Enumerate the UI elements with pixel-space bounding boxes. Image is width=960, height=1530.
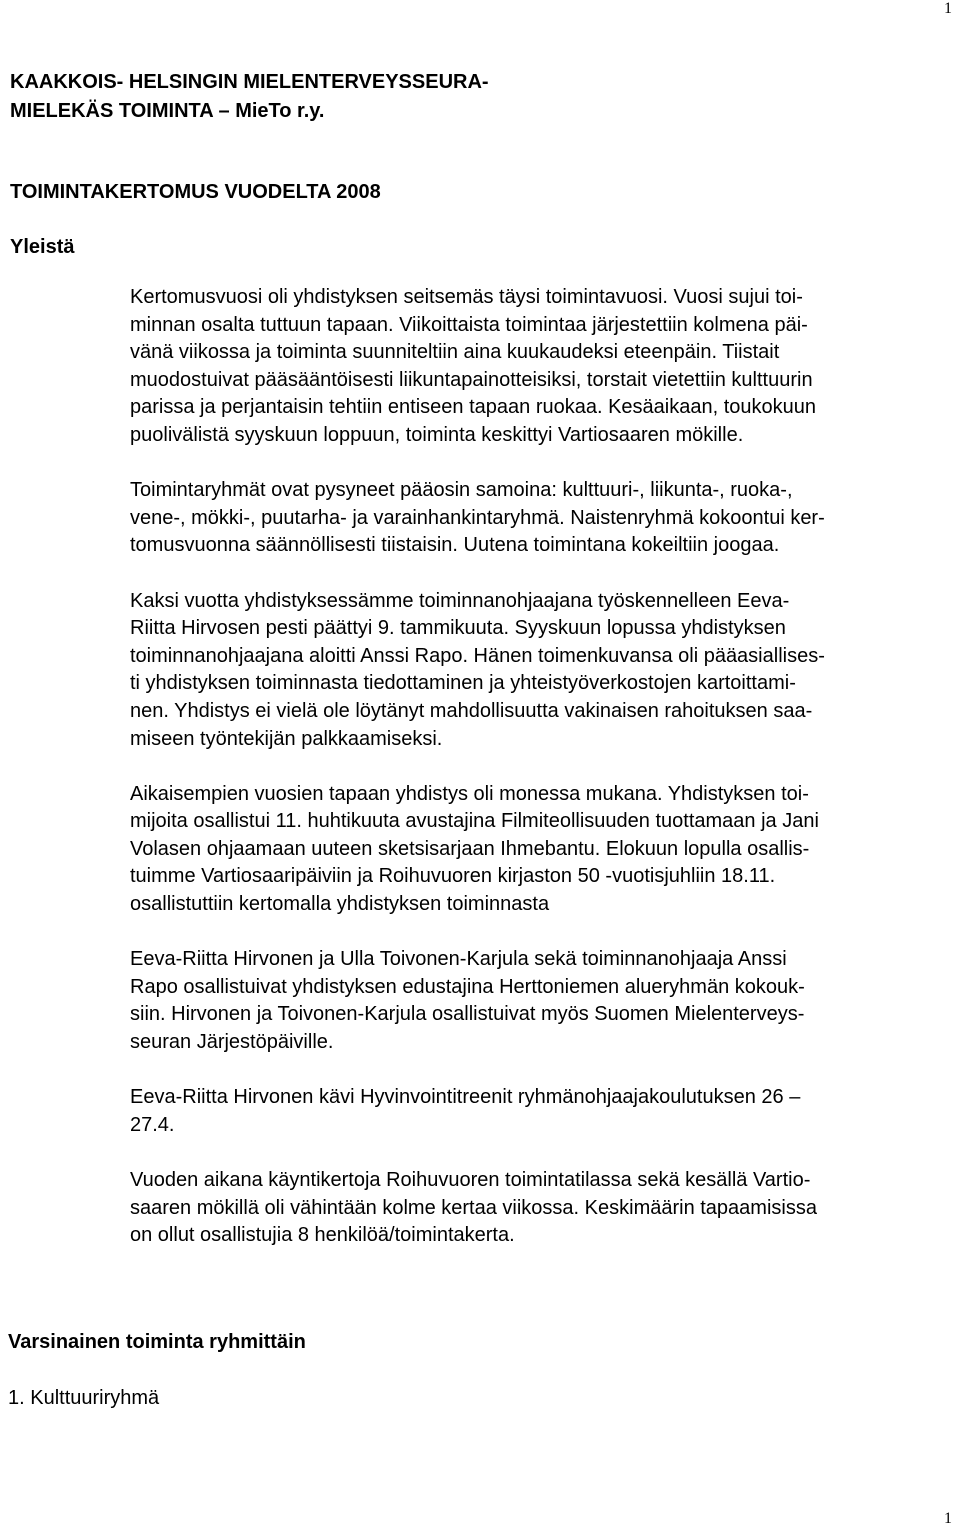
paragraph	[130, 477, 950, 560]
text-line: Kaksi vuotta yhdistyksessämme toiminnanohjaajana työskennelleen Eeva-	[130, 589, 790, 612]
text-line: mijoita osallistui 11. huhtikuuta avustajina Filmiteollisuuden tuottamaan ja Jani	[130, 810, 819, 833]
paragraph	[130, 284, 950, 450]
text-line: nen. Yhdistys ei vielä ole löytänyt mahdollisuutta vakinaisen rahoituksen saa-	[130, 699, 813, 722]
text-line: miseen työntekijän palkkaamiseksi.	[130, 727, 443, 750]
paragraph	[130, 1167, 950, 1250]
text-line: parissa ja perjantaisin tehtiin entiseen tapaan ruokaa. Kesäaikaan, toukokuun	[130, 396, 817, 419]
text-line: siin. Hirvonen ja Toivonen-Karjula osallistuivat myös Suomen Mielenterveys-	[130, 1003, 805, 1026]
text-line: Riitta Hirvosen pesti päättyi 9. tammikuuta. Syyskuun lopussa yhdistyksen	[130, 617, 786, 640]
text-line: seuran Järjestöpäiville.	[130, 1031, 334, 1054]
text-line: 27.4.	[130, 1113, 175, 1136]
paragraph	[130, 1084, 950, 1139]
section-heading-general: Yleistä	[10, 236, 75, 258]
text-line: Rapo osallistuivat yhdistyksen edustajina Herttoniemen alueryhmän kokouk-	[130, 975, 805, 998]
document-body	[130, 284, 950, 1277]
document-title: TOIMINTAKERTOMUS VUODELTA 2008	[10, 181, 381, 203]
text-line: Kertomusvuosi oli yhdistyksen seitsemäs täysi toimintavuosi. Vuosi sujui toi-	[130, 286, 803, 308]
text-line: Vuoden aikana käyntikertoja Roihuvuoren toimintatilassa sekä kesällä Vartio-	[130, 1169, 811, 1191]
text-line: Eeva-Riitta Hirvonen ja Ulla Toivonen-Karjula sekä toiminnanohjaaja Anssi	[130, 948, 787, 971]
text-line: on ollut osallistujia 8 henkilöä/toimintakerta.	[130, 1224, 515, 1247]
paragraph	[130, 946, 950, 1056]
organization-name-line: KAAKKOIS- HELSINGIN MIELENTERVEYSSEURA-	[10, 71, 489, 93]
section-heading-activities: Varsinainen toiminta ryhmittäin	[8, 1331, 306, 1353]
text-line: tuimme Vartiosaaripäiviin ja Roihuvuoren kirjaston 50 -vuotisjuhliin 18.11.	[130, 865, 776, 888]
text-line: Toimintaryhmät ovat pysyneet pääosin samoina: kulttuuri-, liikunta-, ruoka-,	[130, 479, 793, 502]
text-line: vänä viikossa ja toiminta suunniteltiin aina kuukaudeksi eteenpäin. Tiistait	[130, 341, 780, 364]
text-line: osallistuttiin kertomalla yhdistyksen toiminnasta	[130, 893, 550, 916]
text-line: saaren mökillä oli vähintään kolme kertaa viikossa. Keskimäärin tapaamisissa	[130, 1196, 817, 1219]
text-line: muodostuivat pääsääntöisesti liikuntapainotteisiksi, torstait vietettiin kulttuurin	[130, 368, 813, 391]
page-number-bottom: 1	[944, 1510, 952, 1527]
organization-name-line: MIELEKÄS TOIMINTA – MieTo r.y.	[10, 100, 325, 122]
text-line: ti yhdistyksen toiminnasta tiedottaminen ja yhteistyöverkostojen kartoittami-	[130, 672, 796, 695]
subsection-heading: 1. Kulttuuriryhmä	[8, 1387, 160, 1409]
organization-name	[10, 68, 489, 126]
paragraph	[130, 781, 950, 919]
text-line: puolivälistä syyskuun loppuun, toiminta keskittyi Vartiosaaren mökille.	[130, 423, 744, 446]
paragraph	[130, 588, 950, 754]
page-number-top: 1	[944, 0, 952, 17]
text-line: tomusvuonna säännöllisesti tiistaisin. Uutena toimintana kokeiltiin joogaa.	[130, 534, 780, 557]
text-line: minnan osalta tuttuun tapaan. Viikoittaista toimintaa järjestettiin kolmena päi-	[130, 313, 808, 336]
text-line: Eeva-Riitta Hirvonen kävi Hyvinvointitreenit ryhmänohjaajakoulutuksen 26 –	[130, 1086, 801, 1109]
text-line: Aikaisempien vuosien tapaan yhdistys oli monessa mukana. Yhdistyksen toi-	[130, 782, 809, 805]
text-line: Volasen ohjaamaan uuteen sketsisarjaan Ihmebantu. Elokuun lopulla osallis-	[130, 837, 810, 860]
text-line: toiminnanohjaajana aloitti Anssi Rapo. Hänen toimenkuvansa oli pääasiallises-	[130, 644, 825, 667]
text-line: vene-, mökki-, puutarha- ja varainhankintaryhmä. Naistenryhmä kokoontui ker-	[130, 506, 825, 529]
